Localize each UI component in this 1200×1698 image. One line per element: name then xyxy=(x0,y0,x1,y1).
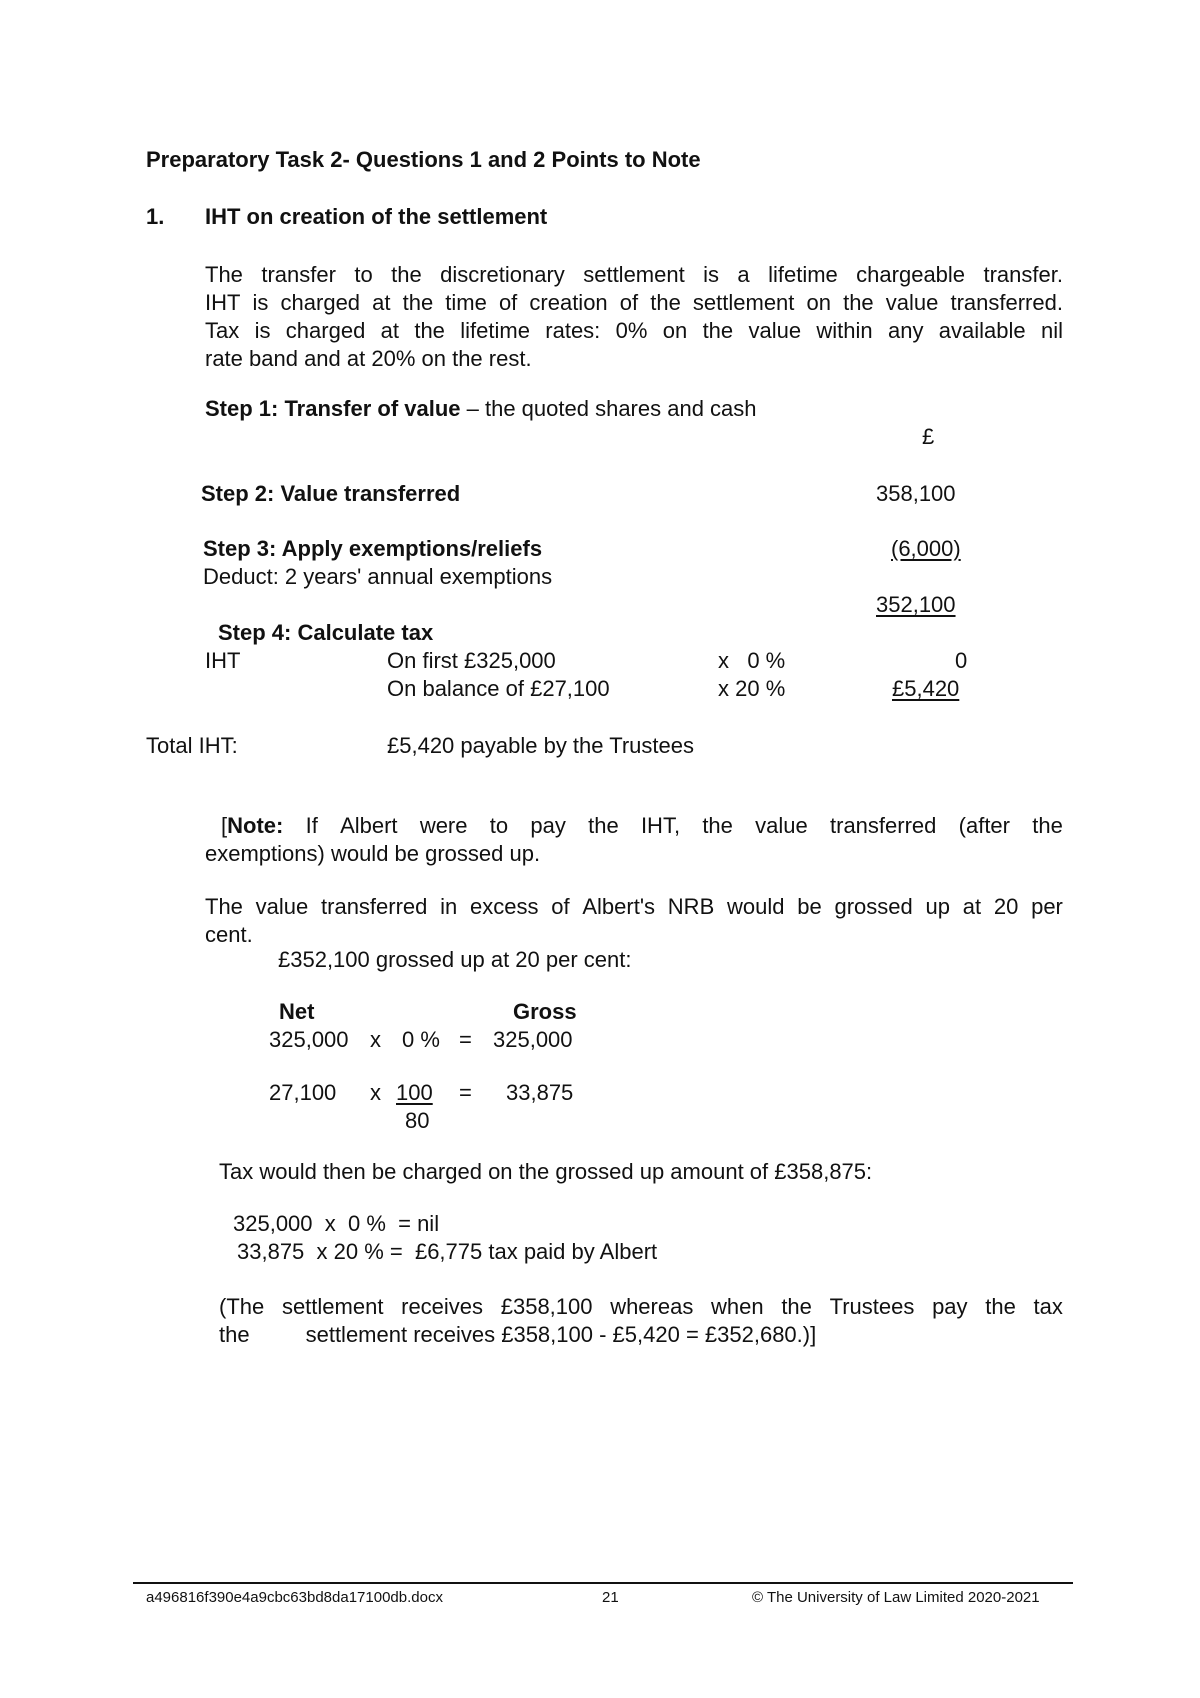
word: If xyxy=(305,813,318,838)
footer-page-number: 21 xyxy=(602,1589,619,1606)
deduct-line: Deduct: 2 years' annual exemptions xyxy=(203,564,553,589)
word: settlement xyxy=(281,1294,384,1319)
word: discretionary xyxy=(440,262,565,287)
word: whereas xyxy=(610,1294,694,1319)
word: the xyxy=(702,318,734,343)
final-line xyxy=(219,1293,1063,1321)
word: nil xyxy=(1040,318,1063,343)
word: Trustees xyxy=(829,1294,915,1319)
word: NRB xyxy=(667,894,715,919)
word: the xyxy=(702,813,733,838)
tax-row1-rate: x 0 % xyxy=(718,648,786,673)
word: creation xyxy=(529,290,608,315)
final-line-2-rest: settlement receives £358,100 - £5,420 = £352,680.)] xyxy=(305,1322,817,1347)
footer-filename: a496816f390e4a9cbc63bd8da17100db.docx xyxy=(146,1589,443,1606)
word: chargeable xyxy=(856,262,966,287)
grossup-row1-equals: = xyxy=(459,1027,472,1052)
grossup-row2-equals: = xyxy=(459,1080,472,1105)
step1-line xyxy=(205,398,757,420)
word: is xyxy=(254,318,271,343)
word: Albert's xyxy=(582,894,656,919)
word: excess xyxy=(470,894,539,919)
word: [Note: xyxy=(221,813,284,838)
word: value xyxy=(885,290,939,315)
word: tax xyxy=(1033,1294,1063,1319)
word: transferred xyxy=(321,894,428,919)
word: The xyxy=(205,262,243,287)
word: at xyxy=(962,894,982,919)
word: any xyxy=(887,318,924,343)
grossup-row2-x: x xyxy=(370,1080,381,1105)
calc-line-2: 33,875 x 20 % = £6,775 tax paid by Albert xyxy=(237,1239,658,1264)
word: settlement xyxy=(692,290,795,315)
currency-header: £ xyxy=(922,424,935,449)
word: the xyxy=(985,1294,1016,1319)
final-paragraph xyxy=(219,1293,1063,1349)
word: transferred xyxy=(830,813,937,838)
word: when xyxy=(711,1294,764,1319)
grossup-row1-gross: 325,000 xyxy=(493,1027,573,1052)
word: £358,100 xyxy=(500,1294,593,1319)
word: the xyxy=(1032,813,1063,838)
step4-label: Step 4: Calculate tax xyxy=(218,620,434,645)
word: lifetime xyxy=(768,262,838,287)
word: receives xyxy=(401,1294,484,1319)
word: per xyxy=(1031,894,1063,919)
word: time xyxy=(445,290,487,315)
calc-line-1: 325,000 x 0 % = nil xyxy=(233,1211,440,1236)
footer-rule xyxy=(133,1582,1073,1584)
grossup-row2-gross: 33,875 xyxy=(506,1080,574,1105)
word: settlement xyxy=(583,262,685,287)
step3-label: Step 3: Apply exemptions/reliefs xyxy=(203,536,543,561)
footer-copyright: © The University of Law Limited 2020-2021 xyxy=(752,1589,1040,1606)
word: on xyxy=(806,290,831,315)
word: at xyxy=(380,318,399,343)
word: a xyxy=(737,262,750,287)
grossup-row1-net: 325,000 xyxy=(269,1027,349,1052)
section-number: 1. xyxy=(146,204,165,229)
grossed-line: £352,100 grossed up at 20 per cent: xyxy=(278,947,632,972)
word: IHT xyxy=(205,290,241,315)
intro-line xyxy=(205,289,1063,317)
word: the xyxy=(402,290,434,315)
word: rates: xyxy=(545,318,601,343)
intro-paragraph xyxy=(205,261,1063,373)
nrb-line xyxy=(205,893,1063,921)
note-line-last: exemptions) would be grossed up. xyxy=(205,841,541,866)
section-title: IHT on creation of the settlement xyxy=(205,204,548,229)
tax-row1-description: On first £325,000 xyxy=(387,648,556,673)
word: the xyxy=(843,290,874,315)
word: value xyxy=(255,894,309,919)
word: would xyxy=(727,894,785,919)
grossup-fraction-denominator: 80 xyxy=(405,1108,430,1133)
intro-line xyxy=(205,317,1063,345)
step3-amount: (6,000) xyxy=(891,536,961,561)
step2-label: Step 2: Value transferred xyxy=(201,481,461,506)
word: up xyxy=(925,894,950,919)
word: were xyxy=(419,813,468,838)
nrb-line-last: cent. xyxy=(205,922,253,947)
word: (after xyxy=(958,813,1010,838)
word: of xyxy=(619,290,639,315)
word: (The xyxy=(219,1294,265,1319)
final-line-2-start: the xyxy=(219,1322,250,1347)
word: of xyxy=(498,290,518,315)
word: on xyxy=(662,318,688,343)
total-value: £5,420 payable by the Trustees xyxy=(387,733,694,758)
subtotal-amount: 352,100 xyxy=(876,592,956,617)
word: value xyxy=(755,813,808,838)
word: charged xyxy=(285,318,366,343)
word: is xyxy=(252,290,269,315)
word: Albert xyxy=(340,813,398,838)
grossup-row1-rate: 0 % xyxy=(402,1027,440,1052)
gross-header: Gross xyxy=(513,999,577,1024)
word: the xyxy=(391,262,422,287)
word: charged xyxy=(280,290,361,315)
step1-label: Step 1: Transfer of value xyxy=(205,396,461,421)
word: the xyxy=(650,290,681,315)
word: be xyxy=(797,894,822,919)
word: The xyxy=(205,894,243,919)
step1-description: – the quoted shares and cash xyxy=(460,396,757,421)
word: in xyxy=(440,894,458,919)
word: is xyxy=(703,262,720,287)
step2-amount: 358,100 xyxy=(876,481,956,506)
word: of xyxy=(551,894,570,919)
word: the xyxy=(781,1294,812,1319)
tax-row2-rate: x 20 % xyxy=(718,676,786,701)
note-line xyxy=(205,812,1063,840)
word: to xyxy=(354,262,373,287)
word: the xyxy=(588,813,619,838)
nrb-paragraph xyxy=(205,893,1063,949)
tax-row2-amount: £5,420 xyxy=(892,676,960,701)
tax-charged-line: Tax would then be charged on the grossed up amount of £358,875: xyxy=(219,1159,873,1184)
tax-row1-amount: 0 xyxy=(955,648,968,673)
word: IHT, xyxy=(640,813,681,838)
word: transferred. xyxy=(950,290,1063,315)
word: pay xyxy=(932,1294,968,1319)
iht-label: IHT xyxy=(205,648,241,673)
word: lifetime xyxy=(460,318,530,343)
word: available xyxy=(938,318,1026,343)
page-heading: Preparatory Task 2- Questions 1 and 2 Points to Note xyxy=(146,147,701,172)
final-line-2 xyxy=(219,1321,1063,1349)
intro-line xyxy=(205,261,1063,289)
word: at xyxy=(372,290,391,315)
word: 20 xyxy=(993,894,1019,919)
intro-line-last: rate band and at 20% on the rest. xyxy=(205,346,532,371)
net-header: Net xyxy=(279,999,315,1024)
word: Tax xyxy=(205,318,240,343)
word: within xyxy=(816,318,873,343)
word: transfer xyxy=(261,262,336,287)
grossup-row2-net: 27,100 xyxy=(269,1080,337,1105)
note-paragraph xyxy=(205,812,1063,868)
word: the xyxy=(414,318,445,343)
word: transfer. xyxy=(983,262,1063,287)
word: pay xyxy=(530,813,566,838)
word: to xyxy=(489,813,509,838)
tax-row2-description: On balance of £27,100 xyxy=(387,676,610,701)
grossup-fraction-numerator: 100 xyxy=(396,1080,433,1105)
word: grossed xyxy=(834,894,913,919)
total-label: Total IHT: xyxy=(146,733,238,758)
word: value xyxy=(748,318,802,343)
word: 0% xyxy=(615,318,648,343)
grossup-row1-x: x xyxy=(370,1027,381,1052)
